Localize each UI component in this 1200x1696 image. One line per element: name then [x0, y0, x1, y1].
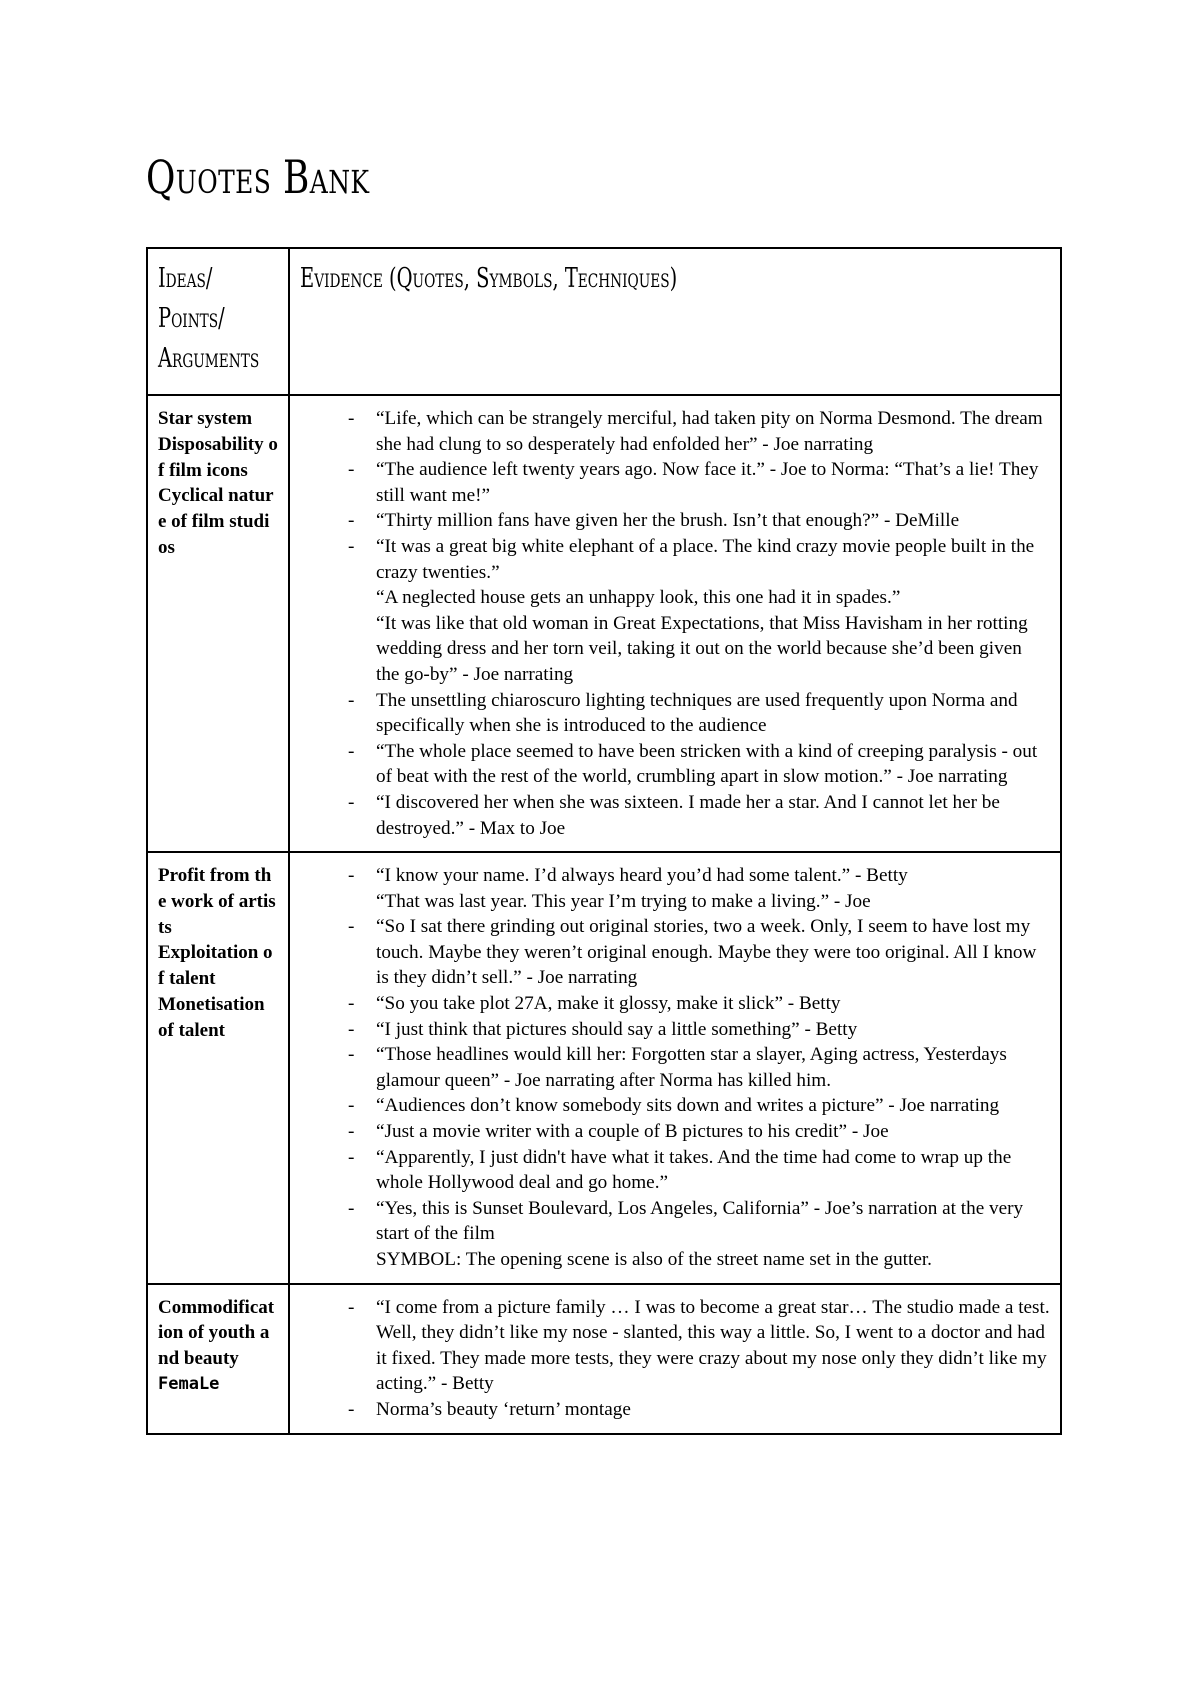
evidence-item: “It was like that old woman in Great Expectations, that Miss Havisham in her rotting wedding dress and her torn veil, taking it out on the world because she’d been given the go-by” - Joe narrating [376, 612, 1028, 685]
evidence-item: - “I come from a picture family … I was to become a great star… The studio made a test. Well, they didn’t like my nose - slanted, this way a little. So, I went to a doctor and had it fixed. They made more tests, they were crazy about my nose only they didn’t like my acting.” - Betty [300, 1295, 1050, 1397]
evidence-item: “That was last year. This year I’m trying to make a living.” - Joe [376, 890, 871, 912]
header-ideas-line: Arguments [158, 343, 260, 374]
evidence-item: - “The whole place seemed to have been stricken with a kind of creeping paralysis - out of beat with the rest of the world, crumbling apart in slow motion.” - Joe narrating [300, 739, 1050, 790]
quotes-table [146, 247, 1062, 1435]
evidence-item: - “Thirty million fans have given her the brush. Isn’t that enough?” - DeMille [300, 508, 1050, 534]
ideas-cell [147, 1284, 289, 1434]
evidence-item: - “Yes, this is Sunset Boulevard, Los Angeles, California” - Joe’s narration at the very start of the film [300, 1196, 1050, 1247]
header-ideas-line: Points/ [158, 303, 225, 334]
evidence-item: - “So you take plot 27A, make it glossy, make it slick” - Betty [300, 991, 1050, 1017]
evidence-cell [289, 395, 1061, 852]
idea-item: Exploitation of talent [158, 942, 273, 990]
evidence-list [300, 406, 1050, 841]
evidence-item: - “The audience left twenty years ago. Now face it.” - Joe to Norma: “That’s a lie! They still want me!” [300, 457, 1050, 508]
idea-item: Commodification of youth and beauty [158, 1296, 275, 1370]
idea-item: Star system [158, 408, 253, 429]
evidence-item: - “I know your name. I’d always heard you’d had some talent.” - Betty [300, 863, 1050, 889]
header-ideas [147, 248, 289, 395]
evidence-item: - “Life, which can be strangely merciful, had taken pity on Norma Desmond. The dream she had clung to so desperately had enfolded her” - Joe narrating [300, 406, 1050, 457]
header-evidence [289, 248, 1061, 395]
evidence-item: - “Audiences don’t know somebody sits down and writes a picture” - Joe narrating [300, 1093, 1050, 1119]
table-header-row [147, 248, 1061, 395]
idea-item: Disposability of film icons [158, 433, 278, 481]
evidence-item: - “Those headlines would kill her: Forgotten star a slayer, Aging actress, Yesterdays glamour queen” - Joe narrating after Norma has killed him. [300, 1042, 1050, 1093]
idea-item: Profit from the work of artists [158, 865, 276, 938]
table-row [147, 1284, 1061, 1434]
evidence-item: - “I just think that pictures should say a little something” - Betty [300, 1017, 1050, 1043]
idea-item: Monetisation of talent [158, 994, 265, 1041]
ideas-cell [147, 852, 289, 1284]
evidence-list [300, 863, 1050, 1273]
evidence-cell [289, 1284, 1061, 1434]
evidence-item: - “Just a movie writer with a couple of B pictures to his credit” - Joe [300, 1119, 1050, 1145]
evidence-list [300, 1295, 1050, 1423]
page-title: Quotes Bank [146, 150, 370, 204]
ideas-cell [147, 395, 289, 852]
evidence-item: - The unsettling chiaroscuro lighting techniques are used frequently upon Norma and specifically when she is introduced to the audience [300, 688, 1050, 739]
evidence-item: SYMBOL: The opening scene is also of the street name set in the gutter. [376, 1249, 932, 1270]
idea-item: Cyclical nature of film studios [158, 485, 274, 558]
table-row [147, 395, 1061, 852]
evidence-item: - “I discovered her when she was sixteen. I made her a star. And I cannot let her be destroyed.” - Max to Joe [300, 790, 1050, 841]
header-evidence-label: Evidence (Quotes, Symbols, Techniques) [300, 263, 678, 294]
evidence-item: - “Apparently, I just didn't have what it takes. And the time had come to wrap up the whole Hollywood deal and go home.” [300, 1145, 1050, 1196]
evidence-item: - Norma’s beauty ‘return’ montage [300, 1397, 1050, 1423]
evidence-item: - “So I sat there grinding out original stories, two a week. Only, I seem to have lost my touch. Maybe they weren’t original enough. Maybe they were too original. All I know is they didn’t sell.” - Joe narrating [300, 914, 1050, 991]
table-row [147, 852, 1061, 1284]
evidence-item: - “It was a great big white elephant of a place. The kind crazy movie people built in the crazy twenties.” [300, 534, 1050, 585]
idea-item-extra: FemaLe [158, 1373, 220, 1394]
evidence-cell [289, 852, 1061, 1284]
evidence-item: “A neglected house gets an unhappy look, this one had it in spades.” [376, 587, 901, 609]
header-ideas-line: Ideas/ [158, 263, 213, 294]
